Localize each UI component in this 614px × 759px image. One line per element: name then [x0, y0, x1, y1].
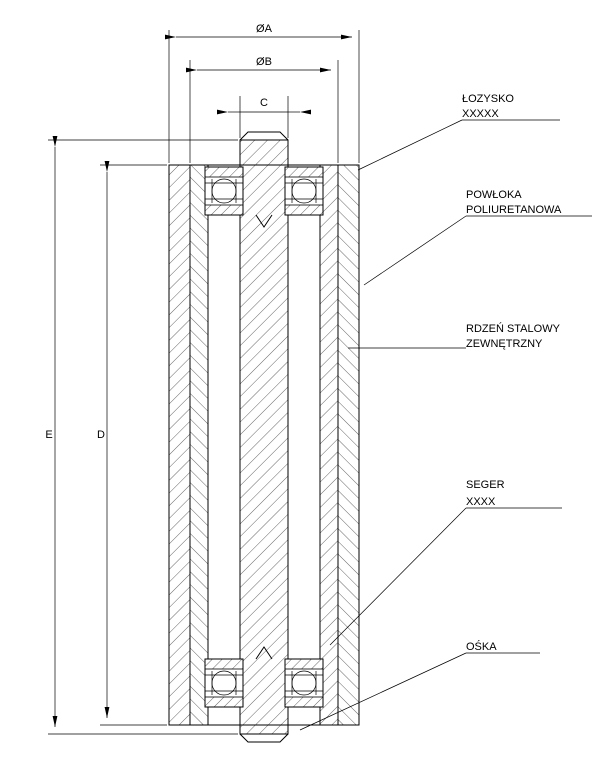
callout-core-line2: ZEWNĘTRZNY — [466, 338, 543, 350]
dimension-axle-width — [228, 97, 300, 112]
dimension-label-core-height: D — [97, 429, 105, 441]
bearing-bottom-left — [205, 659, 243, 707]
steel-core-left — [190, 165, 208, 725]
dimension-label-outer-diameter: ØA — [256, 23, 272, 35]
bearing-top-left — [205, 167, 243, 215]
dimension-label-axle-width: C — [260, 97, 268, 109]
callout-bearing-line1: ŁOZYSKO — [462, 93, 514, 105]
dimension-total-height — [45, 147, 55, 727]
dimension-inner-diameter — [197, 56, 331, 70]
callout-retaining-ring — [330, 479, 562, 645]
callout-polyurethane-coating — [364, 189, 592, 285]
callout-bearing — [358, 93, 560, 170]
dimension-core-height — [97, 172, 107, 718]
dimension-label-total-height: E — [45, 429, 53, 441]
wheel-cross-section — [169, 132, 359, 742]
callout-coating-line2: POLIURETANOWA — [466, 204, 562, 216]
dimension-label-inner-diameter: ØB — [256, 56, 272, 68]
polyurethane-coating-left — [169, 165, 190, 725]
callout-bearing-line2: XXXXX — [462, 108, 499, 120]
steel-core-right — [320, 165, 338, 725]
polyurethane-coating-right — [338, 165, 359, 725]
callout-seger-line2: XXXX — [466, 496, 496, 508]
callout-axle-line1: OŚKA — [466, 641, 497, 653]
dimension-outer-diameter — [176, 23, 352, 37]
bearing-bottom-right — [285, 659, 323, 707]
callout-seger-line1: SEGER — [466, 479, 505, 491]
axle — [240, 132, 288, 742]
callout-coating-line1: POWŁOKA — [466, 189, 522, 201]
callout-steel-core — [348, 322, 561, 350]
callout-core-line1: RDZEŃ STALOWY — [466, 323, 560, 335]
bearing-top-right — [285, 167, 323, 215]
